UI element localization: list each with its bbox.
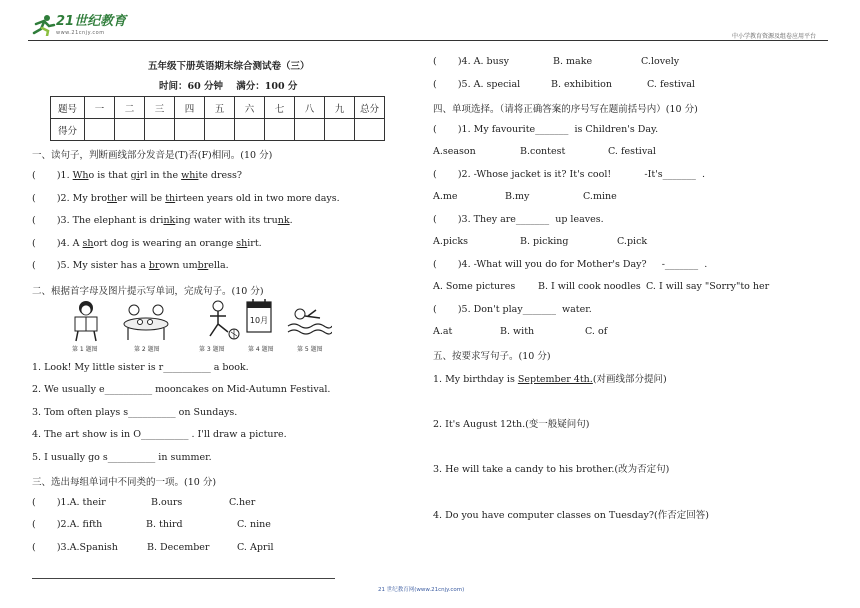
section4-option: B.my: [505, 191, 530, 202]
section3-option: B. December: [147, 542, 210, 553]
section5-item: 3. He will take a candy to his brother.(改为否定句): [433, 464, 670, 475]
page-footer: 21 世纪教育网(www.21cnjy.com): [378, 587, 465, 593]
section3-option: C.her: [229, 497, 256, 508]
festival-table-picture: [122, 298, 172, 342]
platform-name: 中小学教育资源及组卷应用平台: [731, 33, 816, 40]
section1-item: ( )4. A short dog is wearing an orange shirt.: [32, 238, 262, 249]
section3-option: C. festival: [647, 79, 695, 90]
section4-heading: 四、单项选择。（请将正确答案的序号写在题前括号内）(10 分): [433, 104, 698, 115]
picture-caption: 第 4 题图: [248, 346, 274, 353]
picture-caption: 第 5 题图: [297, 346, 323, 353]
score-cell[interactable]: [325, 119, 355, 141]
picture-caption: 第 3 题图: [199, 346, 225, 353]
section3-option: C.lovely: [641, 56, 680, 67]
section3-option: B. make: [553, 56, 593, 67]
section4-question: ( )4. -What will you do for Mother's Day? -_______ .: [433, 259, 708, 270]
swimming-picture: [286, 298, 332, 342]
section4-option: B. picking: [520, 236, 569, 247]
section2-item: 2. We usually e__________ mooncakes on Mid-Autumn Festival.: [32, 384, 331, 395]
section4-option: A.picks: [433, 236, 468, 247]
section4-option: B. with: [500, 326, 535, 337]
logo-text: 21世纪教育: [56, 14, 127, 29]
site-logo: [30, 14, 126, 36]
section3-option: C. nine: [237, 519, 271, 530]
section4-option: A.me: [433, 191, 458, 202]
section4-question: ( )5. Don't play_______ water.: [433, 304, 592, 315]
section3-item: ( )2.A. fifth: [32, 519, 103, 530]
section3-option: B. exhibition: [551, 79, 612, 90]
section5-heading: 五、按要求写句子。(10 分): [433, 351, 551, 362]
logo-url: www.21cnjy.com: [56, 30, 105, 36]
section3-item: ( )3.A.Spanish: [32, 542, 118, 553]
table-cell: 四: [175, 97, 205, 119]
table-cell: 六: [235, 97, 265, 119]
score-table-header-row: [51, 97, 385, 119]
section3-heading: 三、选出每组单词中不同类的一项。(10 分): [32, 477, 217, 488]
score-cell[interactable]: [145, 119, 175, 141]
exam-title: 五年级下册英语期末综合测试卷（三）: [148, 61, 310, 72]
section2-item: 5. I usually go s__________ in summer.: [32, 452, 212, 463]
section2-heading: 二、根据首字母及图片提示写单词，完成句子。(10 分): [32, 286, 264, 297]
exam-info: 时间：60 分钟 满分：100 分: [159, 81, 298, 92]
picture-caption: 第 2 题图: [134, 346, 160, 353]
section1-item: ( )3. The elephant is drinking water with its trunk.: [32, 215, 293, 226]
football-player-picture: [198, 298, 244, 342]
table-cell: 得分: [51, 119, 85, 141]
table-cell: 一: [85, 97, 115, 119]
section2-item: 3. Tom often plays s__________ on Sundays.: [32, 407, 238, 418]
score-cell[interactable]: [115, 119, 145, 141]
section2-item: 4. The art show is in O__________ . I'll draw a picture.: [32, 429, 287, 440]
footer-rule: [32, 578, 335, 579]
section4-option: C. festival: [608, 146, 656, 157]
table-cell: 二: [115, 97, 145, 119]
score-cell[interactable]: [85, 119, 115, 141]
section3-item: ( )5. A. special: [433, 79, 521, 90]
score-table: [50, 96, 385, 141]
score-cell[interactable]: [355, 119, 385, 141]
section3-item: ( )1.A. their: [32, 497, 106, 508]
section4-option: C. I will say "Sorry"to her: [646, 281, 770, 292]
section3-option: B.ours: [151, 497, 183, 508]
section1-item: ( )1. Who is that girl in the white dress?: [32, 170, 242, 181]
table-cell: 七: [265, 97, 295, 119]
section4-option: B. I will cook noodles: [538, 281, 641, 292]
section1-item: ( )2. My brother will be thirteen years old in two more days.: [32, 193, 340, 204]
section4-option: C.mine: [583, 191, 617, 202]
table-cell: 三: [145, 97, 175, 119]
calendar-picture: [246, 298, 272, 342]
runner-logo-icon: [30, 14, 56, 36]
table-cell: 题号: [51, 97, 85, 119]
section4-option: A.at: [433, 326, 453, 337]
section4-option: A.season: [433, 146, 476, 157]
section1-item: ( )5. My sister has a brown umbrella.: [32, 260, 229, 271]
section5-item: 1. My birthday is September 4th.(对画线部分提问): [433, 374, 667, 385]
table-cell: 五: [205, 97, 235, 119]
header-rule: [28, 40, 828, 41]
section3-item: ( )4. A. busy: [433, 56, 509, 67]
section4-question: ( )2. -Whose jacket is it? It's cool! -It's_______ .: [433, 169, 705, 180]
table-cell: 总分: [355, 97, 385, 119]
section4-option: A. Some pictures: [433, 281, 516, 292]
score-cell[interactable]: [235, 119, 265, 141]
section3-option: B. third: [146, 519, 183, 530]
score-table-score-row: [51, 119, 385, 141]
score-cell[interactable]: [205, 119, 235, 141]
calendar-text: 10月: [249, 316, 269, 325]
section1-heading: 一、读句子，判断画线部分发音是(T)否(F)相同。(10 分): [32, 150, 273, 161]
section4-question: ( )3. They are_______ up leaves.: [433, 214, 604, 225]
section4-option: C. of: [585, 326, 608, 337]
score-cell[interactable]: [295, 119, 325, 141]
reading-girl-picture: [66, 298, 106, 342]
section5-item: 2. It's August 12th.(变一般疑问句): [433, 419, 590, 430]
section2-item: 1. Look! My little sister is r__________ a book.: [32, 362, 249, 373]
section4-question: ( )1. My favourite_______ is Children's Day.: [433, 124, 659, 135]
table-cell: 九: [325, 97, 355, 119]
section4-option: B.contest: [520, 146, 566, 157]
section4-option: C.pick: [617, 236, 648, 247]
picture-caption: 第 1 题图: [72, 346, 98, 353]
score-cell[interactable]: [175, 119, 205, 141]
table-cell: 八: [295, 97, 325, 119]
section5-item: 4. Do you have computer classes on Tuesday?(作否定回答): [433, 510, 709, 521]
section3-option: C. April: [237, 542, 274, 553]
score-cell[interactable]: [265, 119, 295, 141]
